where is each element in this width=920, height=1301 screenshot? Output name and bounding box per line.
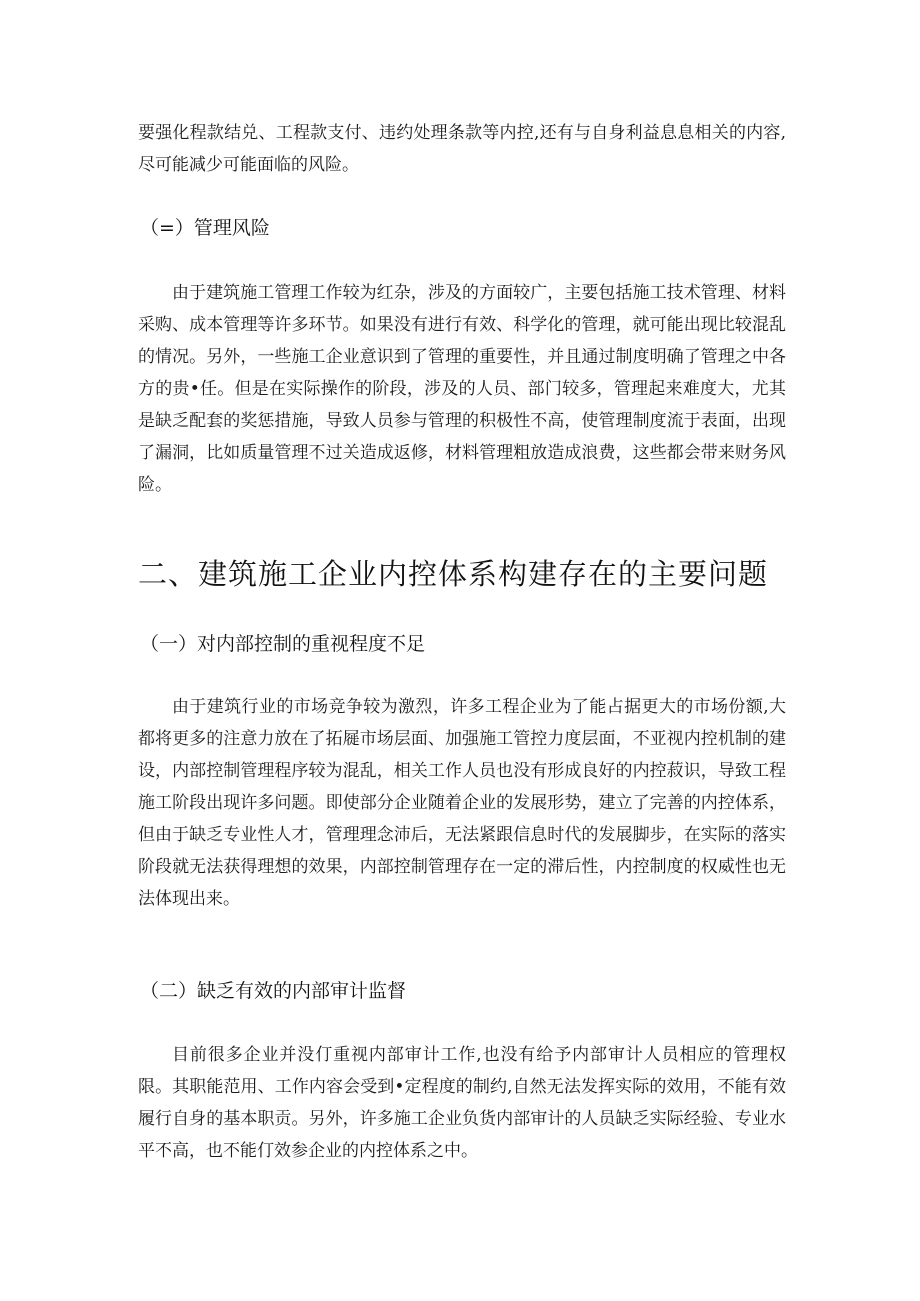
paragraph-contract-control: 要强化程款结兑、工程款支付、违约处理条款等内控,还有与自身利益息息相关的内容,尽可能减少可能面临的风险。	[138, 123, 786, 175]
paragraph-insufficient-attention: 由于建筑行业的市场竞争较为激烈，许多工程企业为了能占据更大的市场份额,大都将更多的注意力放在了拓屣市场层面、加强施工管控力度层面，不亚视内控机制的建设，内部控制管理程序较为混乱，相关工作人员也没有形成良好的内控菽识，导致工程施工阶段出现许多问题。即使部分企业随着企业的发展形势，建立了完善的内控体系，但由于缺乏专业性人才，管理理念沛后，无法紧跟信息时代的发展脚步，在实际的落实阶段就无法获得理想的效果，内部控制管理存在一定的滞后性，内控制度的权威性也无法体现出来。	[138, 697, 786, 909]
paragraph-management-risk: 由于建筑施工管理工作较为红杂，涉及的方面较广，主要包括施工技术管理、材料采购、成本管理等许多环节。如果没有进行有效、科学化的管理，就可能出现比较混乱的情况。另外，一些施工企业意识到了管理的重要性，并且通过制度明确了管理之中各方的贵•任。但是在实际操作的阶段，涉及的人员、部门较多，管理起来难度大，尤其是缺乏配套的奖惩措施，导致人员参与管理的积极性不高，使管理制度流于表面，出现了漏洞，比如质量管理不过关造成返修，材料管理粗放造成浪费，这些都会带来财务风险。	[138, 283, 786, 495]
heading-section-two: 二、建筑施工企业内控体系构建存在的主要问题	[138, 557, 769, 591]
heading-insufficient-attention: （一）对内部控制的重视程度不足	[140, 633, 426, 655]
heading-audit-supervision: （二）缺乏有效的内部审计监督	[140, 980, 407, 1002]
paragraph-audit-supervision: 目前很多企业并没仃重视内部审计工作,也没有给予内部审计人员相应的管理权限。其职能范用、工作内容会受到•定程度的制约,自然无法发挥实际的效用，不能有效履行自身的基本职贡。另外，许多施工企业负货内部审计的人员缺乏实际经验、专业水平不高，也不能仃效参企业的内控体系之中。	[138, 1045, 786, 1161]
heading-management-risk: （=）管理风险	[140, 217, 270, 239]
